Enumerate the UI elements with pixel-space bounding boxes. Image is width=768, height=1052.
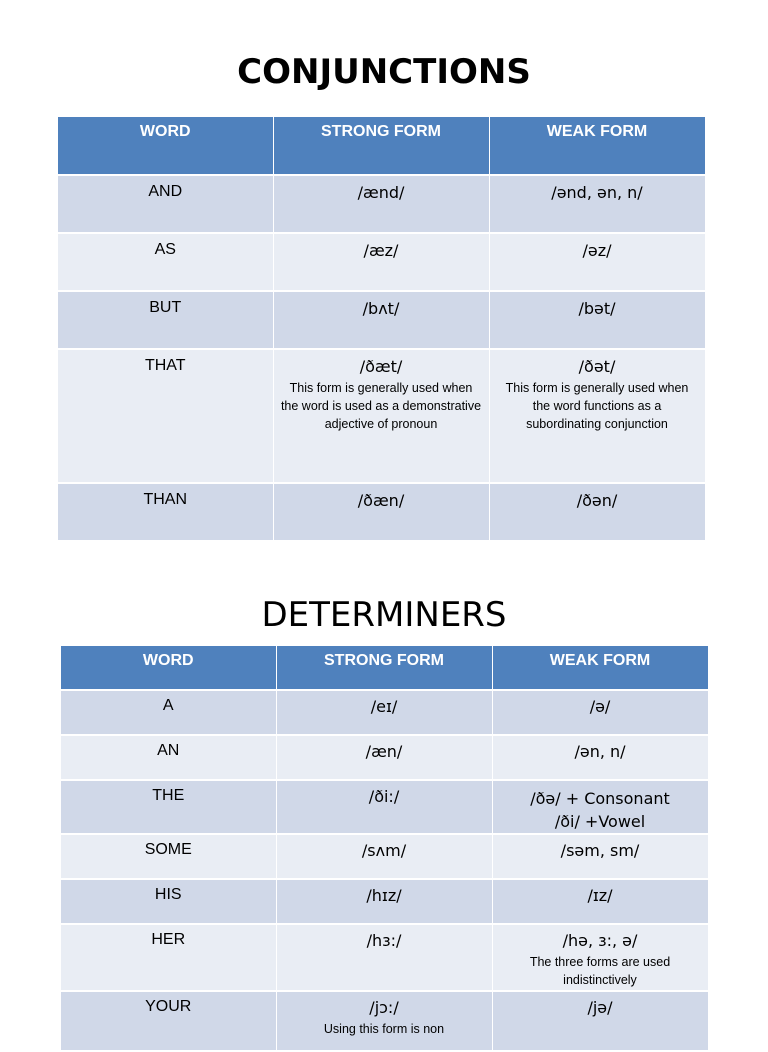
strong-form-cell: /bʌt/ [273, 291, 489, 349]
table-row [61, 834, 708, 879]
table-row [61, 690, 708, 735]
column-header-strong-form: STRONG FORM [273, 117, 489, 175]
weak-form-cell [492, 924, 708, 991]
weak-form-cell: /əz/ [489, 233, 705, 291]
word-cell: YOUR [61, 991, 276, 1051]
word-cell: AND [58, 175, 273, 233]
strong-form-cell: /hɜ:/ [276, 924, 492, 991]
word-cell: AS [58, 233, 273, 291]
usage-note: This form is generally used when the word functions as a subordinating conjunction [505, 381, 689, 431]
strong-form-text: /jɔ:/ [369, 998, 399, 1017]
word-cell: HER [61, 924, 276, 991]
word-cell: AN [61, 735, 276, 780]
word-cell: SOME [61, 834, 276, 879]
table-row [58, 233, 705, 291]
strong-form-cell: /æn/ [276, 735, 492, 780]
strong-form-cell: /hɪz/ [276, 879, 492, 924]
section-title-determiners: DETERMINERS [261, 595, 507, 635]
usage-note: This form is generally used when the word is used as a demonstrative adjective of pronoun [280, 381, 482, 431]
usage-note: Using this form is non [323, 1022, 445, 1036]
weak-form-text: /hə, ɜ:, ə/ [562, 931, 638, 950]
weak-form-cell: /bət/ [489, 291, 705, 349]
table-row [61, 780, 708, 834]
word-cell: THE [61, 780, 276, 834]
table-row [61, 991, 708, 1051]
table-header-row [61, 646, 708, 690]
column-header-weak-form: WEAK FORM [489, 117, 705, 175]
column-header-word: WORD [58, 117, 273, 175]
column-header-strong-form: STRONG FORM [276, 646, 492, 690]
strong-form-cell: /sʌm/ [276, 834, 492, 879]
table-row [61, 879, 708, 924]
section-title-conjunctions: CONJUNCTIONS [237, 52, 531, 92]
weak-form-cell [489, 349, 705, 483]
weak-form-cell [492, 780, 708, 834]
table-row [58, 291, 705, 349]
weak-form-vowel: /ði/ +Vowel [554, 812, 646, 831]
word-cell: THAN [58, 483, 273, 541]
word-cell: THAT [58, 349, 273, 483]
conjunctions-table [58, 117, 706, 542]
table-row [61, 924, 708, 991]
strong-form-cell: /ænd/ [273, 175, 489, 233]
column-header-word: WORD [61, 646, 276, 690]
weak-form-cell: /ə/ [492, 690, 708, 735]
word-cell: BUT [58, 291, 273, 349]
column-header-weak-form: WEAK FORM [492, 646, 708, 690]
table-header-row [58, 117, 705, 175]
weak-form-cell: /ənd, ən, n/ [489, 175, 705, 233]
weak-form-text: /ðət/ [578, 357, 616, 376]
strong-form-cell: /æz/ [273, 233, 489, 291]
strong-form-cell [276, 991, 492, 1051]
strong-form-cell: /ði:/ [276, 780, 492, 834]
table-row [58, 349, 705, 483]
strong-form-text: /ðæt/ [359, 357, 403, 376]
strong-form-cell [273, 349, 489, 483]
weak-form-cell: /ən, n/ [492, 735, 708, 780]
table-row [58, 175, 705, 233]
word-cell: HIS [61, 879, 276, 924]
table-row [61, 735, 708, 780]
word-cell: A [61, 690, 276, 735]
strong-form-cell: /eɪ/ [276, 690, 492, 735]
weak-form-cell: /jə/ [492, 991, 708, 1051]
weak-form-consonant: /ðə/ + Consonant [530, 789, 670, 808]
weak-form-cell: /ðən/ [489, 483, 705, 541]
weak-form-cell: /ɪz/ [492, 879, 708, 924]
strong-form-cell: /ðæn/ [273, 483, 489, 541]
determiners-table [61, 646, 709, 1052]
table-row [58, 483, 705, 541]
usage-note: The three forms are used indistinctively [529, 955, 671, 987]
weak-form-cell: /səm, sm/ [492, 834, 708, 879]
